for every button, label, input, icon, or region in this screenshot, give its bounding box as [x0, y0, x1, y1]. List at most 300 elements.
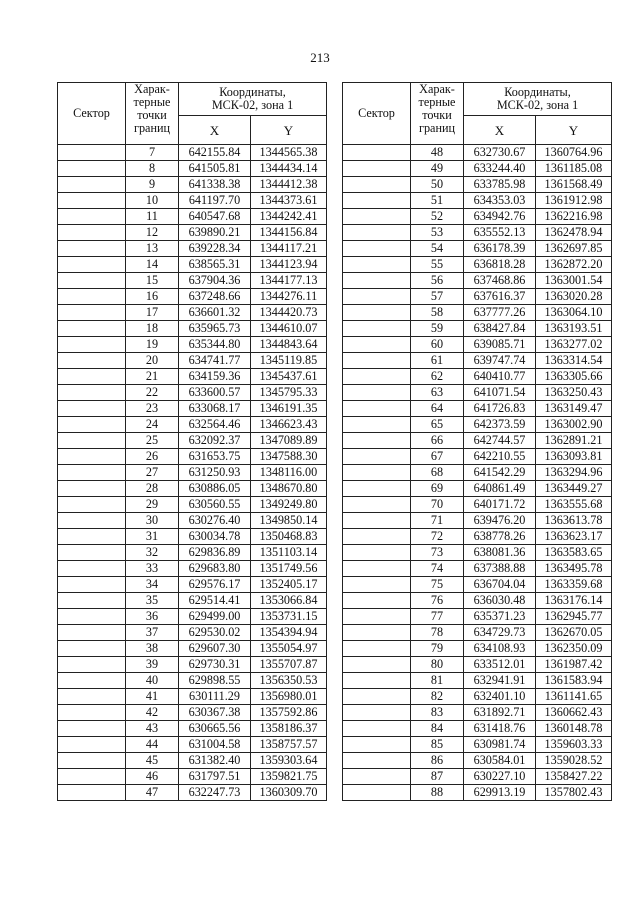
sector-cell: [58, 321, 126, 337]
y-coordinate-cell: 1356980.01: [251, 689, 327, 705]
y-coordinate-cell: 1344565.38: [251, 145, 327, 161]
y-coordinate-cell: 1362697.85: [536, 241, 612, 257]
point-number-cell: 80: [411, 657, 464, 673]
table-row: [58, 737, 327, 753]
y-coordinate-cell: 1344177.13: [251, 273, 327, 289]
y-coordinate-cell: 1362350.09: [536, 641, 612, 657]
table-row: [58, 465, 327, 481]
point-number-cell: 16: [126, 289, 179, 305]
table-row: [343, 481, 612, 497]
sector-cell: [343, 465, 411, 481]
table-row: [58, 561, 327, 577]
y-coordinate-cell: 1360148.78: [536, 721, 612, 737]
table-row: [343, 417, 612, 433]
x-coordinate-cell: 631418.76: [464, 721, 536, 737]
y-coordinate-cell: 1363449.27: [536, 481, 612, 497]
point-number-cell: 57: [411, 289, 464, 305]
sector-cell: [343, 161, 411, 177]
y-coordinate-cell: 1363583.65: [536, 545, 612, 561]
x-coordinate-cell: 631653.75: [179, 449, 251, 465]
y-coordinate-cell: 1363359.68: [536, 577, 612, 593]
point-number-cell: 45: [126, 753, 179, 769]
table-row: [58, 385, 327, 401]
table-row: [343, 577, 612, 593]
x-coordinate-cell: 629576.17: [179, 577, 251, 593]
table-row: [343, 449, 612, 465]
point-number-cell: 81: [411, 673, 464, 689]
x-coordinate-cell: 638565.31: [179, 257, 251, 273]
y-coordinate-cell: 1363002.90: [536, 417, 612, 433]
sector-cell: [58, 561, 126, 577]
x-coordinate-cell: 630981.74: [464, 737, 536, 753]
point-number-cell: 84: [411, 721, 464, 737]
sector-cell: [343, 737, 411, 753]
table-row: [58, 449, 327, 465]
table-row: [58, 417, 327, 433]
table-row: [343, 513, 612, 529]
sector-cell: [58, 513, 126, 529]
x-coordinate-cell: 633068.17: [179, 401, 251, 417]
table-row: [343, 609, 612, 625]
table-row: [343, 785, 612, 801]
point-number-cell: 36: [126, 609, 179, 625]
x-coordinate-cell: 630367.38: [179, 705, 251, 721]
table-row: [58, 609, 327, 625]
x-coordinate-cell: 636704.04: [464, 577, 536, 593]
x-coordinate-cell: 641542.29: [464, 465, 536, 481]
sector-cell: [58, 161, 126, 177]
sector-cell: [58, 369, 126, 385]
point-number-cell: 13: [126, 241, 179, 257]
point-number-cell: 29: [126, 497, 179, 513]
header-points-line-3: точки: [137, 108, 167, 122]
x-coordinate-cell: 630886.05: [179, 481, 251, 497]
point-number-cell: 74: [411, 561, 464, 577]
page-number: 213: [310, 50, 330, 65]
y-coordinate-cell: 1353731.15: [251, 609, 327, 625]
table-row: [58, 177, 327, 193]
point-number-cell: 28: [126, 481, 179, 497]
x-coordinate-cell: 641071.54: [464, 385, 536, 401]
table-row: [343, 673, 612, 689]
point-number-cell: 65: [411, 417, 464, 433]
x-coordinate-cell: 629730.31: [179, 657, 251, 673]
x-coordinate-cell: 642373.59: [464, 417, 536, 433]
point-number-cell: 87: [411, 769, 464, 785]
y-coordinate-cell: 1362945.77: [536, 609, 612, 625]
table-row: [343, 593, 612, 609]
sector-cell: [343, 241, 411, 257]
header-coordinates: [464, 83, 612, 116]
point-number-cell: 55: [411, 257, 464, 273]
point-number-cell: 49: [411, 161, 464, 177]
y-coordinate-cell: 1360662.43: [536, 705, 612, 721]
x-coordinate-cell: 630665.56: [179, 721, 251, 737]
y-coordinate-cell: 1363064.10: [536, 305, 612, 321]
y-coordinate-cell: 1362670.05: [536, 625, 612, 641]
point-number-cell: 61: [411, 353, 464, 369]
table-row: [343, 177, 612, 193]
sector-cell: [58, 705, 126, 721]
point-number-cell: 15: [126, 273, 179, 289]
point-number-cell: 35: [126, 593, 179, 609]
table-row: [343, 497, 612, 513]
sector-cell: [343, 305, 411, 321]
header-points-line-4: границ: [133, 121, 171, 135]
header-coords-line-2: МСК-02, зона 1: [211, 98, 294, 112]
table-row: [343, 321, 612, 337]
table-row: [58, 193, 327, 209]
sector-cell: [343, 369, 411, 385]
sector-cell: [58, 721, 126, 737]
sector-cell: [343, 625, 411, 641]
x-coordinate-cell: 632092.37: [179, 433, 251, 449]
sector-cell: [58, 241, 126, 257]
sector-cell: [343, 321, 411, 337]
sector-cell: [343, 705, 411, 721]
sector-cell: [343, 225, 411, 241]
sector-cell: [58, 769, 126, 785]
y-coordinate-cell: 1349850.14: [251, 513, 327, 529]
x-coordinate-cell: 642155.84: [179, 145, 251, 161]
sector-cell: [343, 545, 411, 561]
x-coordinate-cell: 636030.48: [464, 593, 536, 609]
x-coordinate-cell: 636601.32: [179, 305, 251, 321]
header-sector: Сектор: [58, 83, 126, 145]
table-body-left: [58, 145, 327, 801]
table-row: [343, 433, 612, 449]
x-coordinate-cell: 632401.10: [464, 689, 536, 705]
sector-cell: [343, 689, 411, 705]
sector-cell: [343, 481, 411, 497]
header-sector: Сектор: [343, 83, 411, 145]
point-number-cell: 21: [126, 369, 179, 385]
point-number-cell: 9: [126, 177, 179, 193]
y-coordinate-cell: 1357592.86: [251, 705, 327, 721]
point-number-cell: 69: [411, 481, 464, 497]
point-number-cell: 59: [411, 321, 464, 337]
point-number-cell: 58: [411, 305, 464, 321]
sector-cell: [343, 673, 411, 689]
table-row: [58, 753, 327, 769]
table-row: [343, 209, 612, 225]
x-coordinate-cell: 637388.88: [464, 561, 536, 577]
x-coordinate-cell: 636178.39: [464, 241, 536, 257]
x-coordinate-cell: 630111.29: [179, 689, 251, 705]
sector-cell: [343, 385, 411, 401]
x-coordinate-cell: 640171.72: [464, 497, 536, 513]
point-number-cell: 43: [126, 721, 179, 737]
coordinates-table-right: [342, 82, 612, 801]
sector-cell: [58, 433, 126, 449]
y-coordinate-cell: 1345795.33: [251, 385, 327, 401]
y-coordinate-cell: 1362216.98: [536, 209, 612, 225]
sector-cell: [58, 529, 126, 545]
point-number-cell: 37: [126, 625, 179, 641]
x-coordinate-cell: 637616.37: [464, 289, 536, 305]
sector-cell: [343, 721, 411, 737]
x-coordinate-cell: 631797.51: [179, 769, 251, 785]
table-row: [58, 337, 327, 353]
y-coordinate-cell: 1355707.87: [251, 657, 327, 673]
sector-cell: [58, 177, 126, 193]
table-row: [58, 481, 327, 497]
sector-cell: [58, 449, 126, 465]
x-coordinate-cell: 633600.57: [179, 385, 251, 401]
table-row: [343, 529, 612, 545]
sector-cell: [58, 673, 126, 689]
x-coordinate-cell: 637904.36: [179, 273, 251, 289]
header-points-line-2: терные: [133, 95, 171, 109]
table-row: [58, 593, 327, 609]
y-coordinate-cell: 1351749.56: [251, 561, 327, 577]
table-row: [343, 641, 612, 657]
x-coordinate-cell: 634353.03: [464, 193, 536, 209]
table-row: [58, 705, 327, 721]
x-coordinate-cell: 639747.74: [464, 353, 536, 369]
sector-cell: [343, 145, 411, 161]
y-coordinate-cell: 1355054.97: [251, 641, 327, 657]
x-coordinate-cell: 637777.26: [464, 305, 536, 321]
table-row: [58, 225, 327, 241]
x-coordinate-cell: 630584.01: [464, 753, 536, 769]
point-number-cell: 24: [126, 417, 179, 433]
point-number-cell: 82: [411, 689, 464, 705]
y-coordinate-cell: 1363623.17: [536, 529, 612, 545]
point-number-cell: 48: [411, 145, 464, 161]
y-coordinate-cell: 1350468.83: [251, 529, 327, 545]
point-number-cell: 75: [411, 577, 464, 593]
point-number-cell: 77: [411, 609, 464, 625]
point-number-cell: 51: [411, 193, 464, 209]
table-row: [343, 657, 612, 673]
y-coordinate-cell: 1344420.73: [251, 305, 327, 321]
x-coordinate-cell: 635965.73: [179, 321, 251, 337]
y-coordinate-cell: 1344156.84: [251, 225, 327, 241]
sector-cell: [58, 497, 126, 513]
table-row: [58, 209, 327, 225]
x-coordinate-cell: 641197.70: [179, 193, 251, 209]
x-coordinate-cell: 640410.77: [464, 369, 536, 385]
x-coordinate-cell: 636818.28: [464, 257, 536, 273]
sector-cell: [343, 769, 411, 785]
x-coordinate-cell: 641338.38: [179, 177, 251, 193]
x-coordinate-cell: 635552.13: [464, 225, 536, 241]
x-coordinate-cell: 629836.89: [179, 545, 251, 561]
sector-cell: [343, 273, 411, 289]
y-coordinate-cell: 1361583.94: [536, 673, 612, 689]
x-coordinate-cell: 639228.34: [179, 241, 251, 257]
table-row: [343, 241, 612, 257]
point-number-cell: 70: [411, 497, 464, 513]
y-coordinate-cell: 1349249.80: [251, 497, 327, 513]
header-points-line-1: Харак-: [419, 82, 455, 96]
point-number-cell: 41: [126, 689, 179, 705]
point-number-cell: 67: [411, 449, 464, 465]
table-row: [58, 529, 327, 545]
point-number-cell: 64: [411, 401, 464, 417]
sector-cell: [58, 337, 126, 353]
point-number-cell: 12: [126, 225, 179, 241]
x-coordinate-cell: 632247.73: [179, 785, 251, 801]
table-row: [343, 273, 612, 289]
sector-cell: [58, 145, 126, 161]
header-characteristic-points: [411, 83, 464, 145]
table-row: [58, 273, 327, 289]
table-row: [343, 401, 612, 417]
x-coordinate-cell: 630276.40: [179, 513, 251, 529]
y-coordinate-cell: 1363001.54: [536, 273, 612, 289]
x-coordinate-cell: 638427.84: [464, 321, 536, 337]
header-points-line-3: точки: [422, 108, 452, 122]
point-number-cell: 66: [411, 433, 464, 449]
table-row: [58, 625, 327, 641]
point-number-cell: 40: [126, 673, 179, 689]
sector-cell: [58, 273, 126, 289]
point-number-cell: 46: [126, 769, 179, 785]
sector-cell: [343, 561, 411, 577]
point-number-cell: 88: [411, 785, 464, 801]
y-coordinate-cell: 1363555.68: [536, 497, 612, 513]
y-coordinate-cell: 1363314.54: [536, 353, 612, 369]
x-coordinate-cell: 631004.58: [179, 737, 251, 753]
table-row: [58, 513, 327, 529]
header-points-line-4: границ: [418, 121, 456, 135]
table-row: [58, 689, 327, 705]
y-coordinate-cell: 1344434.14: [251, 161, 327, 177]
sector-cell: [58, 593, 126, 609]
y-coordinate-cell: 1363613.78: [536, 513, 612, 529]
sector-cell: [58, 353, 126, 369]
table-row: [343, 305, 612, 321]
x-coordinate-cell: 631250.93: [179, 465, 251, 481]
table-row: [58, 353, 327, 369]
x-coordinate-cell: 640861.49: [464, 481, 536, 497]
y-coordinate-cell: 1360764.96: [536, 145, 612, 161]
y-coordinate-cell: 1344412.38: [251, 177, 327, 193]
y-coordinate-cell: 1363149.47: [536, 401, 612, 417]
y-coordinate-cell: 1362478.94: [536, 225, 612, 241]
sector-cell: [343, 289, 411, 305]
y-coordinate-cell: 1352405.17: [251, 577, 327, 593]
x-coordinate-cell: 629683.80: [179, 561, 251, 577]
table-row: [343, 769, 612, 785]
point-number-cell: 44: [126, 737, 179, 753]
y-coordinate-cell: 1347089.89: [251, 433, 327, 449]
sector-cell: [343, 593, 411, 609]
point-number-cell: 86: [411, 753, 464, 769]
point-number-cell: 30: [126, 513, 179, 529]
y-coordinate-cell: 1358186.37: [251, 721, 327, 737]
table-row: [343, 257, 612, 273]
sector-cell: [58, 785, 126, 801]
sector-cell: [343, 641, 411, 657]
table-row: [58, 641, 327, 657]
y-coordinate-cell: 1358757.57: [251, 737, 327, 753]
y-coordinate-cell: 1346623.43: [251, 417, 327, 433]
table-row: [58, 497, 327, 513]
point-number-cell: 14: [126, 257, 179, 273]
table-row: [343, 545, 612, 561]
y-coordinate-cell: 1359821.75: [251, 769, 327, 785]
y-coordinate-cell: 1363305.66: [536, 369, 612, 385]
x-coordinate-cell: 637248.66: [179, 289, 251, 305]
point-number-cell: 73: [411, 545, 464, 561]
x-coordinate-cell: 634741.77: [179, 353, 251, 369]
table-row: [58, 545, 327, 561]
sector-cell: [58, 689, 126, 705]
y-coordinate-cell: 1358427.22: [536, 769, 612, 785]
y-coordinate-cell: 1348670.80: [251, 481, 327, 497]
sector-cell: [343, 513, 411, 529]
point-number-cell: 50: [411, 177, 464, 193]
table-row: [343, 193, 612, 209]
sector-cell: [58, 417, 126, 433]
x-coordinate-cell: 635344.80: [179, 337, 251, 353]
point-number-cell: 18: [126, 321, 179, 337]
point-number-cell: 20: [126, 353, 179, 369]
y-coordinate-cell: 1347588.30: [251, 449, 327, 465]
sector-cell: [343, 657, 411, 673]
header-characteristic-points: [126, 83, 179, 145]
table-row: [58, 785, 327, 801]
x-coordinate-cell: 641726.83: [464, 401, 536, 417]
table-row: [343, 561, 612, 577]
y-coordinate-cell: 1361987.42: [536, 657, 612, 673]
header-coords-line-1: Координаты,: [219, 85, 286, 99]
point-number-cell: 10: [126, 193, 179, 209]
point-number-cell: 56: [411, 273, 464, 289]
x-coordinate-cell: 630227.10: [464, 769, 536, 785]
header-coords-line-1: Координаты,: [504, 85, 571, 99]
sector-cell: [58, 737, 126, 753]
header-points-line-2: терные: [418, 95, 456, 109]
y-coordinate-cell: 1345437.61: [251, 369, 327, 385]
sector-cell: [343, 337, 411, 353]
sector-cell: [343, 497, 411, 513]
y-coordinate-cell: 1356350.53: [251, 673, 327, 689]
table-row: [343, 465, 612, 481]
table-row: [58, 769, 327, 785]
sector-cell: [343, 417, 411, 433]
table-row: [58, 577, 327, 593]
y-coordinate-cell: 1346191.35: [251, 401, 327, 417]
table-row: [343, 337, 612, 353]
x-coordinate-cell: 639085.71: [464, 337, 536, 353]
point-number-cell: 26: [126, 449, 179, 465]
coordinates-table-left: [57, 82, 327, 801]
point-number-cell: 85: [411, 737, 464, 753]
y-coordinate-cell: 1361141.65: [536, 689, 612, 705]
table-row: [343, 369, 612, 385]
sector-cell: [58, 465, 126, 481]
x-coordinate-cell: 630560.55: [179, 497, 251, 513]
point-number-cell: 38: [126, 641, 179, 657]
y-coordinate-cell: 1344117.21: [251, 241, 327, 257]
table-row: [343, 625, 612, 641]
x-coordinate-cell: 638081.36: [464, 545, 536, 561]
x-coordinate-cell: 629514.41: [179, 593, 251, 609]
point-number-cell: 33: [126, 561, 179, 577]
point-number-cell: 34: [126, 577, 179, 593]
x-coordinate-cell: 634108.93: [464, 641, 536, 657]
sector-cell: [58, 289, 126, 305]
point-number-cell: 76: [411, 593, 464, 609]
point-number-cell: 25: [126, 433, 179, 449]
sector-cell: [58, 193, 126, 209]
sector-cell: [58, 257, 126, 273]
point-number-cell: 52: [411, 209, 464, 225]
